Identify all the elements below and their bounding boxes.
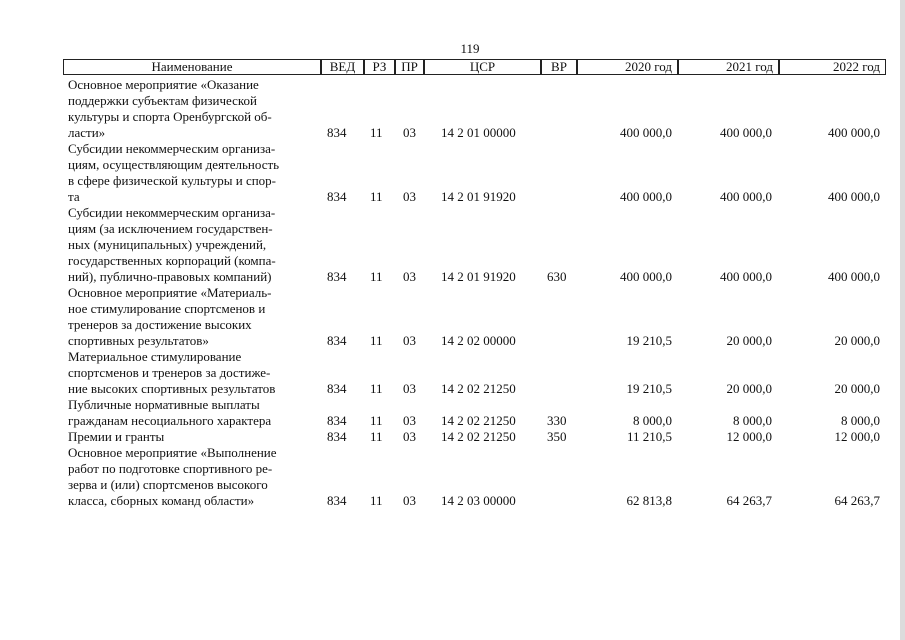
row-name (68, 285, 318, 349)
header-2020: 2020 год (577, 59, 678, 75)
row-name-line: Основное мероприятие «Оказание (68, 77, 259, 92)
row-name-line: ных (муниципальных) учреждений, (68, 237, 267, 252)
cell-y2020: 19 210,5 (626, 381, 672, 396)
cell-rz: 11 (370, 381, 383, 396)
cell-pr: 03 (403, 269, 416, 284)
cell-ved: 834 (327, 413, 347, 428)
row-name-line: спортивных результатов» (68, 333, 209, 348)
cell-y2022: 64 263,7 (834, 493, 880, 508)
cell-vr: 330 (547, 413, 567, 428)
cell-csr: 14 2 01 91920 (441, 189, 516, 204)
row-name-line: Основное мероприятие «Материаль- (68, 285, 272, 300)
row-name (68, 445, 318, 509)
row-name-line: ний), публично-правовых компаний) (68, 269, 272, 284)
cell-csr: 14 2 01 00000 (441, 125, 516, 140)
row-name-line: работ по подготовке спортивного ре- (68, 461, 273, 476)
cell-csr: 14 2 03 00000 (441, 493, 516, 508)
cell-y2022: 12 000,0 (834, 429, 880, 444)
row-name-line: поддержки субъектам физической (68, 93, 258, 108)
row-name-line: Субсидии некоммерческим организа- (68, 205, 276, 220)
cell-y2022: 400 000,0 (828, 269, 880, 284)
cell-y2021: 64 263,7 (726, 493, 772, 508)
row-name (68, 77, 318, 141)
row-name-line: ное стимулирование спортсменов и (68, 301, 266, 316)
cell-csr: 14 2 01 91920 (441, 269, 516, 284)
cell-rz: 11 (370, 413, 383, 428)
header-pr: ПР (395, 59, 424, 75)
cell-pr: 03 (403, 413, 416, 428)
row-name-line: культуры и спорта Оренбургской об- (68, 109, 272, 124)
cell-rz: 11 (370, 269, 383, 284)
cell-y2021: 8 000,0 (733, 413, 772, 428)
header-vr: ВР (541, 59, 577, 75)
row-name (68, 429, 318, 445)
row-name-line: спортсменов и тренеров за достиже- (68, 365, 271, 380)
cell-rz: 11 (370, 429, 383, 444)
cell-y2022: 8 000,0 (841, 413, 880, 428)
cell-ved: 834 (327, 381, 347, 396)
page-number: 119 (460, 41, 480, 56)
cell-y2022: 20 000,0 (834, 381, 880, 396)
cell-y2022: 400 000,0 (828, 189, 880, 204)
page-edge (900, 0, 905, 640)
cell-y2020: 11 210,5 (626, 429, 672, 444)
cell-y2020: 19 210,5 (626, 333, 672, 348)
row-name (68, 141, 318, 205)
cell-csr: 14 2 02 21250 (441, 413, 516, 428)
row-name-line: Материальное стимулирование (68, 349, 242, 364)
cell-pr: 03 (403, 381, 416, 396)
cell-pr: 03 (403, 125, 416, 140)
cell-pr: 03 (403, 333, 416, 348)
cell-y2022: 400 000,0 (828, 125, 880, 140)
cell-y2021: 20 000,0 (726, 381, 772, 396)
header-csr: ЦСР (424, 59, 541, 75)
row-name-line: Публичные нормативные выплаты (68, 397, 260, 412)
cell-y2021: 400 000,0 (720, 269, 772, 284)
row-name-line: тренеров за достижение высоких (68, 317, 252, 332)
cell-y2021: 400 000,0 (720, 189, 772, 204)
cell-y2022: 20 000,0 (834, 333, 880, 348)
row-name-line: ние высоких спортивных результатов (68, 381, 276, 396)
row-name-line: в сфере физической культуры и спор- (68, 173, 277, 188)
cell-ved: 834 (327, 125, 347, 140)
cell-pr: 03 (403, 429, 416, 444)
row-name-line: циям (за исключением государствен- (68, 221, 273, 236)
cell-pr: 03 (403, 189, 416, 204)
header-2022: 2022 год (779, 59, 886, 75)
row-name-line: Основное мероприятие «Выполнение (68, 445, 277, 460)
cell-ved: 834 (327, 189, 347, 204)
cell-ved: 834 (327, 493, 347, 508)
cell-pr: 03 (403, 493, 416, 508)
cell-y2021: 20 000,0 (726, 333, 772, 348)
row-name (68, 397, 318, 429)
cell-rz: 11 (370, 125, 383, 140)
cell-y2021: 12 000,0 (726, 429, 772, 444)
header-rz: РЗ (364, 59, 395, 75)
cell-rz: 11 (370, 333, 383, 348)
row-name-line: государственных корпораций (компа- (68, 253, 276, 268)
cell-ved: 834 (327, 333, 347, 348)
cell-vr: 350 (547, 429, 567, 444)
row-name (68, 349, 318, 397)
cell-rz: 11 (370, 189, 383, 204)
cell-y2020: 400 000,0 (620, 189, 672, 204)
row-name-line: гражданам несоциального характера (68, 413, 272, 428)
cell-y2020: 62 813,8 (626, 493, 672, 508)
header-2021: 2021 год (678, 59, 779, 75)
row-name-line: зерва и (или) спортсменов высокого (68, 477, 268, 492)
cell-ved: 834 (327, 269, 347, 284)
row-name-line: циям, осуществляющим деятельность (68, 157, 280, 172)
row-name-line: Субсидии некоммерческим организа- (68, 141, 276, 156)
cell-y2021: 400 000,0 (720, 125, 772, 140)
header-name: Наименование (63, 59, 321, 75)
cell-csr: 14 2 02 21250 (441, 381, 516, 396)
row-name (68, 205, 318, 285)
cell-y2020: 400 000,0 (620, 269, 672, 284)
cell-ved: 834 (327, 429, 347, 444)
header-ved: ВЕД (321, 59, 364, 75)
cell-vr: 630 (547, 269, 567, 284)
row-name-line: Премии и гранты (68, 429, 165, 444)
row-name-line: та (68, 189, 80, 204)
cell-csr: 14 2 02 00000 (441, 333, 516, 348)
cell-y2020: 8 000,0 (633, 413, 672, 428)
row-name-line: ласти» (68, 125, 106, 140)
row-name-line: класса, сборных команд области» (68, 493, 255, 508)
cell-y2020: 400 000,0 (620, 125, 672, 140)
cell-csr: 14 2 02 21250 (441, 429, 516, 444)
cell-rz: 11 (370, 493, 383, 508)
